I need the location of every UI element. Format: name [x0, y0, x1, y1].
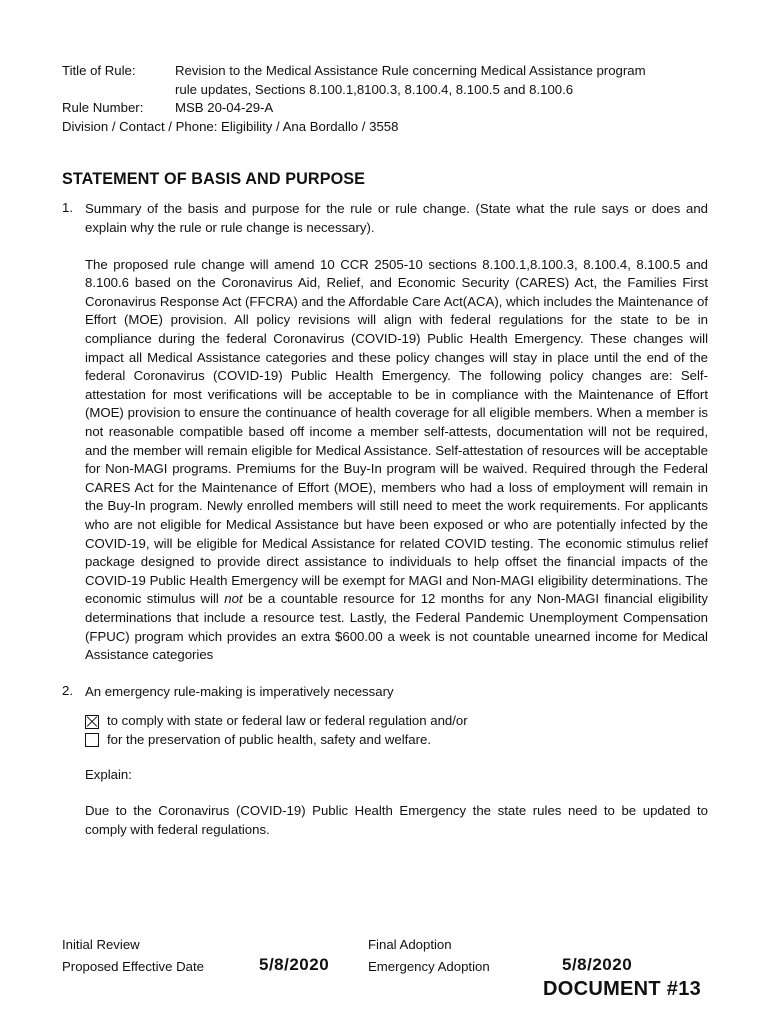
option-public-health [85, 731, 708, 750]
title-line-2: rule updates, Sections 8.100.1,8100.3, 8.100.4, 8.100.5 and 8.100.6 [175, 81, 574, 97]
emergency-adoption-date: 5/8/2020 [562, 955, 633, 974]
rule-header [62, 62, 708, 136]
option-public-health-label: for the preservation of public health, safety and welfare. [107, 731, 432, 747]
document-page [62, 62, 708, 839]
division-contact: Division / Contact / Phone: Eligibility / Ana Bordallo / 3558 [62, 118, 399, 134]
document-footer [62, 936, 708, 1016]
item-2-question: An emergency rule-making is imperatively necessary [85, 683, 394, 699]
item-1-body: The proposed rule change will amend 10 CCR 2505-10 sections 8.100.1,8.100.3, 8.100.4, 8.100.5 and 8.100.6 based on the Coronavirus Aid, Relief, and Economic Security (CARES) Act, the Families First Coronavirus Response Act (FFCRA) and the Affordable Care Act(ACA), which includes the Maintenance of Effort (MOE) provision. All policy revisions will align with federal regulations for the state to be in compliance during the federal Coronavirus (COVID-19) Public Health Emergency. These changes will impact all Medical Assistance categories and these policy changes will stay in place until the end of the federal Coronavirus (COVID-19) Public Health Emergency. The following policy changes are: Self-attestation for most verifications will be acceptable to be in compliance with the Maintenance of Effort (MOE) provision to ensure the continuance of health coverage for all eligible members. When a member is not reasonable compatible based off income a member self-attests, documentation will not be required, and the member will remain eligible for Medical Assistance. Self-attestation of resources will be acceptable for Non-MAGI programs. Premiums for the Buy-In program will be waived. Required through the Federal CARES Act for the Maintenance of Effort (MOE), members who had a loss of employment will remain in the Buy-In program. Newly enrolled members will still need to meet the work requirements. For applicants who are not eligible for Medical Assistance but have been exposed or who are potentially infected by the COVID-19, will be eligible for Medical Assistance for related COVID testing. The economic stimulus relief package designed to provide direct assistance to individuals to help offset the financial impacts of the COVID-19 Public Health Emergency will be exempt for MAGI and Non-MAGI eligibility determinations. The economic stimulus will not be a countable resource for 12 months for any Non-MAGI financial eligibility determinations that include a resource test. Lastly, the Federal Pandemic Unemployment Compensation (FPUC) program which provides an extra $600.00 a week is not countable unearned income for Medical Assistance categories [85, 256, 708, 663]
checkbox-public-health[interactable] [85, 733, 99, 747]
item-1-number: 1. [62, 200, 73, 215]
explain-label: Explain: [85, 766, 132, 782]
item-1-question: Summary of the basis and purpose for the rule or rule change. (State what the rule says or does and explain why the rule or rule change is necessary). [85, 201, 708, 235]
rule-number: MSB 20-04-29-A [175, 100, 274, 115]
initial-review-label: Initial Review [62, 937, 140, 952]
item-2 [62, 683, 708, 840]
proposed-effective-date: 5/8/2020 [259, 955, 330, 974]
rule-number-row [62, 99, 708, 118]
option-comply-law [85, 712, 708, 731]
item-1 [62, 200, 708, 665]
title-row [62, 62, 708, 99]
section-heading: STATEMENT OF BASIS AND PURPOSE [62, 170, 366, 188]
emergency-adoption-label: Emergency Adoption [368, 959, 490, 974]
checkbox-comply-law[interactable] [85, 715, 99, 729]
title-line-1: Revision to the Medical Assistance Rule concerning Medical Assistance program [175, 63, 646, 78]
item-2-number: 2. [62, 682, 73, 698]
final-adoption-label: Final Adoption [368, 937, 452, 952]
proposed-effective-label: Proposed Effective Date [62, 959, 204, 974]
emphasis-not: not [224, 591, 243, 607]
option-comply-law-label: to comply with state or federal law or federal regulation and/or [107, 713, 468, 729]
rule-number-label: Rule Number: [62, 100, 144, 115]
explanation: Due to the Coronavirus (COVID-19) Public Health Emergency the state rules need to be updated to comply with federal regulations. [85, 803, 708, 837]
document-number: DOCUMENT #13 [543, 978, 702, 1000]
title-label: Title of Rule: [62, 63, 136, 78]
